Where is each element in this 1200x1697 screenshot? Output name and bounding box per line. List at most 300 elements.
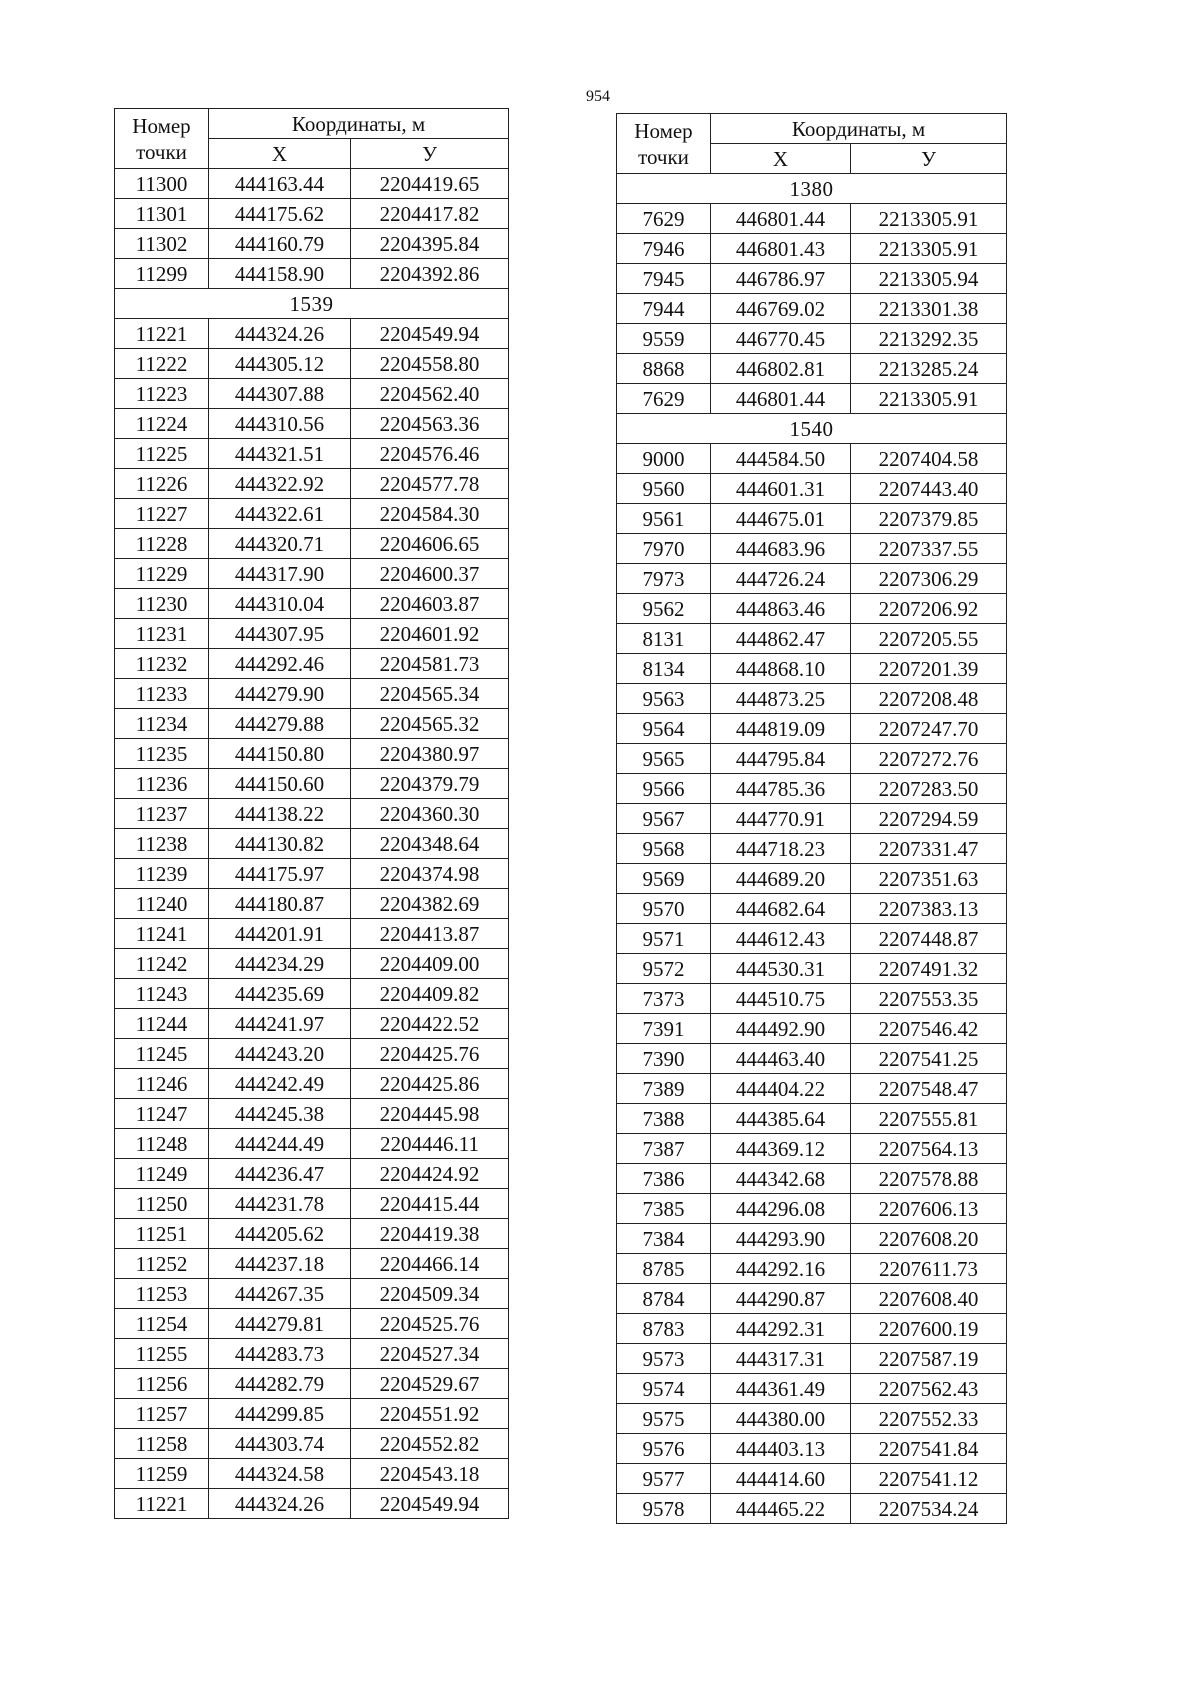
y-coordinate-cell: 2207553.35 (851, 984, 1007, 1014)
table-row (115, 199, 509, 229)
table-row (115, 709, 509, 739)
table-row (617, 294, 1007, 324)
x-coordinate-cell: 444231.78 (209, 1189, 351, 1219)
y-coordinate-cell: 2207379.85 (851, 504, 1007, 534)
y-coordinate-cell: 2204425.76 (351, 1039, 509, 1069)
y-coordinate-cell: 2213305.94 (851, 264, 1007, 294)
table-row (115, 859, 509, 889)
x-coordinate-cell: 444201.91 (209, 919, 351, 949)
y-coordinate-cell: 2207611.73 (851, 1254, 1007, 1284)
y-coordinate-cell: 2207541.25 (851, 1044, 1007, 1074)
y-coordinate-cell: 2207578.88 (851, 1164, 1007, 1194)
x-coordinate-cell: 444235.69 (209, 979, 351, 1009)
point-number-cell: 11257 (115, 1399, 209, 1429)
point-number-cell: 7385 (617, 1194, 711, 1224)
y-coordinate-cell: 2204392.86 (351, 259, 509, 289)
y-coordinate-cell: 2204419.38 (351, 1219, 509, 1249)
point-number-cell: 7384 (617, 1224, 711, 1254)
table-row (115, 949, 509, 979)
x-coordinate-cell: 444282.79 (209, 1369, 351, 1399)
x-coordinate-cell: 444303.74 (209, 1429, 351, 1459)
point-number-header-line1: Номер (132, 113, 191, 138)
table-row (115, 889, 509, 919)
point-number-cell: 11254 (115, 1309, 209, 1339)
point-number-cell: 11226 (115, 469, 209, 499)
point-number-cell: 9570 (617, 894, 711, 924)
table-body (617, 174, 1007, 1524)
y-coordinate-cell: 2204563.36 (351, 409, 509, 439)
y-coordinate-cell: 2204551.92 (351, 1399, 509, 1429)
table-row (617, 1434, 1007, 1464)
y-coordinate-cell: 2207491.32 (851, 954, 1007, 984)
x-coordinate-cell: 444175.62 (209, 199, 351, 229)
table-row (115, 1249, 509, 1279)
x-coordinate-cell: 446801.44 (711, 204, 851, 234)
x-coordinate-cell: 444293.90 (711, 1224, 851, 1254)
table-row (617, 1404, 1007, 1434)
x-coordinate-cell: 444292.46 (209, 649, 351, 679)
point-number-cell: 9572 (617, 954, 711, 984)
x-coordinate-cell: 444279.90 (209, 679, 351, 709)
table-row (115, 679, 509, 709)
point-number-cell: 9563 (617, 684, 711, 714)
point-number-header (617, 114, 711, 174)
y-coordinate-cell: 2204527.34 (351, 1339, 509, 1369)
x-coordinate-cell: 444463.40 (711, 1044, 851, 1074)
point-number-cell: 11236 (115, 769, 209, 799)
table-row (115, 409, 509, 439)
x-coordinate-cell: 444310.56 (209, 409, 351, 439)
y-coordinate-cell: 2204549.94 (351, 319, 509, 349)
y-coordinate-cell: 2207306.29 (851, 564, 1007, 594)
x-coordinate-cell: 446786.97 (711, 264, 851, 294)
section-label: 1540 (617, 414, 1007, 444)
point-number-cell: 9564 (617, 714, 711, 744)
point-number-cell: 11230 (115, 589, 209, 619)
x-coordinate-cell: 444682.64 (711, 894, 851, 924)
point-number-cell: 11252 (115, 1249, 209, 1279)
point-number-cell: 9568 (617, 834, 711, 864)
point-number-cell: 11238 (115, 829, 209, 859)
table-row (617, 1284, 1007, 1314)
point-number-cell: 11255 (115, 1339, 209, 1369)
point-number-cell: 11232 (115, 649, 209, 679)
table-row (617, 1254, 1007, 1284)
table-header (617, 114, 1007, 174)
table-row (115, 649, 509, 679)
point-number-header-line1: Номер (634, 118, 693, 143)
x-coordinate-cell: 444795.84 (711, 744, 851, 774)
y-coordinate-cell: 2204509.34 (351, 1279, 509, 1309)
point-number-cell: 11259 (115, 1459, 209, 1489)
table-row (115, 229, 509, 259)
table-row (115, 1309, 509, 1339)
x-coordinate-cell: 444279.88 (209, 709, 351, 739)
y-coordinate-cell: 2213292.35 (851, 324, 1007, 354)
table-row (617, 834, 1007, 864)
point-number-cell: 9560 (617, 474, 711, 504)
y-coordinate-cell: 2204419.65 (351, 169, 509, 199)
point-number-cell: 9565 (617, 744, 711, 774)
x-coordinate-cell: 444267.35 (209, 1279, 351, 1309)
table-row (115, 799, 509, 829)
table-row (115, 1339, 509, 1369)
x-coordinate-cell: 444510.75 (711, 984, 851, 1014)
point-number-header (115, 109, 209, 169)
table-row (115, 1009, 509, 1039)
table-row (115, 169, 509, 199)
x-coordinate-cell: 444324.26 (209, 319, 351, 349)
section-row (617, 174, 1007, 204)
y-coordinate-cell: 2204529.67 (351, 1369, 509, 1399)
table-row (617, 504, 1007, 534)
table-row (617, 1134, 1007, 1164)
table-row (115, 1429, 509, 1459)
x-coordinate-cell: 446770.45 (711, 324, 851, 354)
point-number-cell: 8784 (617, 1284, 711, 1314)
table-row (115, 979, 509, 1009)
table-row (115, 589, 509, 619)
point-number-cell: 7391 (617, 1014, 711, 1044)
x-coordinate-cell: 444305.12 (209, 349, 351, 379)
point-number-cell: 7946 (617, 234, 711, 264)
x-coordinate-cell: 444689.20 (711, 864, 851, 894)
x-coordinate-cell: 444361.49 (711, 1374, 851, 1404)
y-coordinate-cell: 2207331.47 (851, 834, 1007, 864)
x-coordinate-cell: 444726.24 (711, 564, 851, 594)
table-row (617, 624, 1007, 654)
x-coordinate-cell: 444601.31 (711, 474, 851, 504)
point-number-cell: 9562 (617, 594, 711, 624)
y-coordinate-cell: 2204565.34 (351, 679, 509, 709)
y-coordinate-cell: 2204606.65 (351, 529, 509, 559)
x-coordinate-cell: 444290.87 (711, 1284, 851, 1314)
point-number-cell: 11302 (115, 229, 209, 259)
x-coordinate-cell: 444317.31 (711, 1344, 851, 1374)
y-coordinate-cell: 2207383.13 (851, 894, 1007, 924)
point-number-cell: 7390 (617, 1044, 711, 1074)
point-number-cell: 7386 (617, 1164, 711, 1194)
x-coordinate-cell: 444819.09 (711, 714, 851, 744)
table-row (617, 1044, 1007, 1074)
point-number-cell: 11245 (115, 1039, 209, 1069)
table-header (115, 109, 509, 169)
point-number-cell: 11251 (115, 1219, 209, 1249)
x-coordinate-cell: 444283.73 (209, 1339, 351, 1369)
point-number-cell: 11224 (115, 409, 209, 439)
point-number-cell: 11246 (115, 1069, 209, 1099)
y-coordinate-cell: 2207294.59 (851, 804, 1007, 834)
x-coordinate-cell: 444342.68 (711, 1164, 851, 1194)
y-coordinate-cell: 2207600.19 (851, 1314, 1007, 1344)
point-number-cell: 7387 (617, 1134, 711, 1164)
table-row (617, 264, 1007, 294)
coordinates-header: Координаты, м (209, 109, 509, 139)
y-coordinate-cell: 2207208.48 (851, 684, 1007, 714)
x-coordinate-cell: 444320.71 (209, 529, 351, 559)
x-coordinate-cell: 444299.85 (209, 1399, 351, 1429)
table-row (115, 1159, 509, 1189)
point-number-cell: 7629 (617, 384, 711, 414)
table-row (617, 594, 1007, 624)
x-coordinate-cell: 444158.90 (209, 259, 351, 289)
x-coordinate-cell: 444612.43 (711, 924, 851, 954)
point-number-header-line2: точки (136, 139, 187, 164)
table-row (115, 499, 509, 529)
x-coordinate-cell: 444279.81 (209, 1309, 351, 1339)
y-coordinate-cell: 2213305.91 (851, 234, 1007, 264)
point-number-cell: 11233 (115, 679, 209, 709)
x-coordinate-cell: 444873.25 (711, 684, 851, 714)
y-coordinate-cell: 2204425.86 (351, 1069, 509, 1099)
y-coordinate-cell: 2204581.73 (351, 649, 509, 679)
table-row (617, 1164, 1007, 1194)
point-number-cell: 11242 (115, 949, 209, 979)
x-coordinate-cell: 444492.90 (711, 1014, 851, 1044)
point-number-cell: 9577 (617, 1464, 711, 1494)
point-number-cell: 8868 (617, 354, 711, 384)
x-coordinate-cell: 444785.36 (711, 774, 851, 804)
x-coordinate-cell: 444163.44 (209, 169, 351, 199)
x-coordinate-cell: 444324.26 (209, 1489, 351, 1519)
y-coordinate-cell: 2204558.80 (351, 349, 509, 379)
x-column-header: X (711, 144, 851, 174)
y-coordinate-cell: 2207283.50 (851, 774, 1007, 804)
y-coordinate-cell: 2213305.91 (851, 204, 1007, 234)
section-label: 1380 (617, 174, 1007, 204)
table-row (115, 1279, 509, 1309)
table-row (115, 379, 509, 409)
x-coordinate-cell: 444243.20 (209, 1039, 351, 1069)
point-number-cell: 7973 (617, 564, 711, 594)
point-number-header-line2: точки (638, 144, 689, 169)
y-coordinate-cell: 2204576.46 (351, 439, 509, 469)
x-coordinate-cell: 444130.82 (209, 829, 351, 859)
point-number-cell: 8785 (617, 1254, 711, 1284)
x-coordinate-cell: 444292.31 (711, 1314, 851, 1344)
point-number-cell: 8134 (617, 654, 711, 684)
x-coordinate-cell: 444465.22 (711, 1494, 851, 1524)
table-row (115, 1219, 509, 1249)
point-number-cell: 11299 (115, 259, 209, 289)
y-coordinate-cell: 2207548.47 (851, 1074, 1007, 1104)
x-coordinate-cell: 446801.44 (711, 384, 851, 414)
point-number-cell: 11244 (115, 1009, 209, 1039)
point-number-cell: 11243 (115, 979, 209, 1009)
table-body (115, 169, 509, 1519)
x-coordinate-cell: 444242.49 (209, 1069, 351, 1099)
x-coordinate-cell: 444296.08 (711, 1194, 851, 1224)
y-coordinate-cell: 2204395.84 (351, 229, 509, 259)
y-coordinate-cell: 2204577.78 (351, 469, 509, 499)
table-row (617, 1314, 1007, 1344)
table-row (617, 324, 1007, 354)
y-coordinate-cell: 2204409.82 (351, 979, 509, 1009)
x-coordinate-cell: 444530.31 (711, 954, 851, 984)
x-coordinate-cell: 444868.10 (711, 654, 851, 684)
x-coordinate-cell: 444322.61 (209, 499, 351, 529)
point-number-cell: 11222 (115, 349, 209, 379)
x-coordinate-cell: 444324.58 (209, 1459, 351, 1489)
y-column-header: У (851, 144, 1007, 174)
x-coordinate-cell: 444683.96 (711, 534, 851, 564)
x-coordinate-cell: 444369.12 (711, 1134, 851, 1164)
point-number-cell: 9575 (617, 1404, 711, 1434)
point-number-cell: 9567 (617, 804, 711, 834)
y-column-header: У (351, 139, 509, 169)
table-row (115, 1189, 509, 1219)
x-coordinate-cell: 446769.02 (711, 294, 851, 324)
table-row (617, 684, 1007, 714)
x-coordinate-cell: 444236.47 (209, 1159, 351, 1189)
table-row (617, 474, 1007, 504)
coordinates-table-left (114, 108, 509, 1519)
x-coordinate-cell: 444237.18 (209, 1249, 351, 1279)
table-row (617, 564, 1007, 594)
y-coordinate-cell: 2207546.42 (851, 1014, 1007, 1044)
y-coordinate-cell: 2207201.39 (851, 654, 1007, 684)
x-coordinate-cell: 444292.16 (711, 1254, 851, 1284)
x-coordinate-cell: 444322.92 (209, 469, 351, 499)
point-number-cell: 9576 (617, 1434, 711, 1464)
y-coordinate-cell: 2207443.40 (851, 474, 1007, 504)
point-number-cell: 11231 (115, 619, 209, 649)
x-coordinate-cell: 444307.88 (209, 379, 351, 409)
y-coordinate-cell: 2213301.38 (851, 294, 1007, 324)
table-row (617, 354, 1007, 384)
x-coordinate-cell: 444160.79 (209, 229, 351, 259)
table-row (115, 1369, 509, 1399)
table-row (617, 444, 1007, 474)
y-coordinate-cell: 2207555.81 (851, 1104, 1007, 1134)
y-coordinate-cell: 2204466.14 (351, 1249, 509, 1279)
table-row (617, 744, 1007, 774)
point-number-cell: 9566 (617, 774, 711, 804)
y-coordinate-cell: 2204424.92 (351, 1159, 509, 1189)
table-row (617, 234, 1007, 264)
point-number-cell: 11248 (115, 1129, 209, 1159)
y-coordinate-cell: 2204422.52 (351, 1009, 509, 1039)
point-number-cell: 11237 (115, 799, 209, 829)
x-coordinate-cell: 444310.04 (209, 589, 351, 619)
table-row (617, 924, 1007, 954)
y-coordinate-cell: 2213305.91 (851, 384, 1007, 414)
y-coordinate-cell: 2204600.37 (351, 559, 509, 589)
y-coordinate-cell: 2207351.63 (851, 864, 1007, 894)
table-row (617, 1014, 1007, 1044)
x-column-header: X (209, 139, 351, 169)
x-coordinate-cell: 446802.81 (711, 354, 851, 384)
y-coordinate-cell: 2204374.98 (351, 859, 509, 889)
x-coordinate-cell: 444234.29 (209, 949, 351, 979)
y-coordinate-cell: 2207247.70 (851, 714, 1007, 744)
y-coordinate-cell: 2207552.33 (851, 1404, 1007, 1434)
y-coordinate-cell: 2204382.69 (351, 889, 509, 919)
x-coordinate-cell: 444404.22 (711, 1074, 851, 1104)
x-coordinate-cell: 444770.91 (711, 804, 851, 834)
point-number-cell: 11258 (115, 1429, 209, 1459)
y-coordinate-cell: 2204601.92 (351, 619, 509, 649)
point-number-cell: 9559 (617, 324, 711, 354)
y-coordinate-cell: 2204348.64 (351, 829, 509, 859)
y-coordinate-cell: 2204603.87 (351, 589, 509, 619)
y-coordinate-cell: 2204379.79 (351, 769, 509, 799)
table-row (115, 259, 509, 289)
x-coordinate-cell: 444175.97 (209, 859, 351, 889)
y-coordinate-cell: 2204360.30 (351, 799, 509, 829)
table-row (115, 1399, 509, 1429)
y-coordinate-cell: 2207608.20 (851, 1224, 1007, 1254)
table-row (617, 1224, 1007, 1254)
table-row (617, 384, 1007, 414)
point-number-cell: 11221 (115, 319, 209, 349)
x-coordinate-cell: 444241.97 (209, 1009, 351, 1039)
x-coordinate-cell: 444414.60 (711, 1464, 851, 1494)
x-coordinate-cell: 444245.38 (209, 1099, 351, 1129)
x-coordinate-cell: 446801.43 (711, 234, 851, 264)
point-number-cell: 7389 (617, 1074, 711, 1104)
y-coordinate-cell: 2207448.87 (851, 924, 1007, 954)
y-coordinate-cell: 2204415.44 (351, 1189, 509, 1219)
x-coordinate-cell: 444317.90 (209, 559, 351, 589)
y-coordinate-cell: 2207534.24 (851, 1494, 1007, 1524)
point-number-cell: 11300 (115, 169, 209, 199)
table-row (115, 439, 509, 469)
point-number-cell: 7388 (617, 1104, 711, 1134)
x-coordinate-cell: 444205.62 (209, 1219, 351, 1249)
section-label: 1539 (115, 289, 509, 319)
y-coordinate-cell: 2207541.84 (851, 1434, 1007, 1464)
coordinates-header: Координаты, м (711, 114, 1007, 144)
y-coordinate-cell: 2204525.76 (351, 1309, 509, 1339)
table-row (115, 1459, 509, 1489)
y-coordinate-cell: 2204562.40 (351, 379, 509, 409)
table-row (617, 1104, 1007, 1134)
point-number-cell: 9578 (617, 1494, 711, 1524)
y-coordinate-cell: 2204445.98 (351, 1099, 509, 1129)
point-number-cell: 8131 (617, 624, 711, 654)
table-row (115, 919, 509, 949)
point-number-cell: 11227 (115, 499, 209, 529)
y-coordinate-cell: 2207564.13 (851, 1134, 1007, 1164)
table-row (617, 894, 1007, 924)
table-row (115, 769, 509, 799)
point-number-cell: 11228 (115, 529, 209, 559)
point-number-cell: 9571 (617, 924, 711, 954)
y-coordinate-cell: 2207272.76 (851, 744, 1007, 774)
table-row (617, 1344, 1007, 1374)
y-coordinate-cell: 2204543.18 (351, 1459, 509, 1489)
point-number-cell: 11256 (115, 1369, 209, 1399)
x-coordinate-cell: 444244.49 (209, 1129, 351, 1159)
x-coordinate-cell: 444380.00 (711, 1404, 851, 1434)
point-number-cell: 11253 (115, 1279, 209, 1309)
point-number-cell: 7945 (617, 264, 711, 294)
point-number-cell: 9574 (617, 1374, 711, 1404)
y-coordinate-cell: 2204380.97 (351, 739, 509, 769)
table-row (617, 864, 1007, 894)
point-number-cell: 11250 (115, 1189, 209, 1219)
y-coordinate-cell: 2204446.11 (351, 1129, 509, 1159)
point-number-cell: 9573 (617, 1344, 711, 1374)
table-row (617, 954, 1007, 984)
y-coordinate-cell: 2207541.12 (851, 1464, 1007, 1494)
table-row (115, 319, 509, 349)
table-row (115, 1489, 509, 1519)
point-number-cell: 11221 (115, 1489, 209, 1519)
table-row (115, 559, 509, 589)
point-number-cell: 7629 (617, 204, 711, 234)
